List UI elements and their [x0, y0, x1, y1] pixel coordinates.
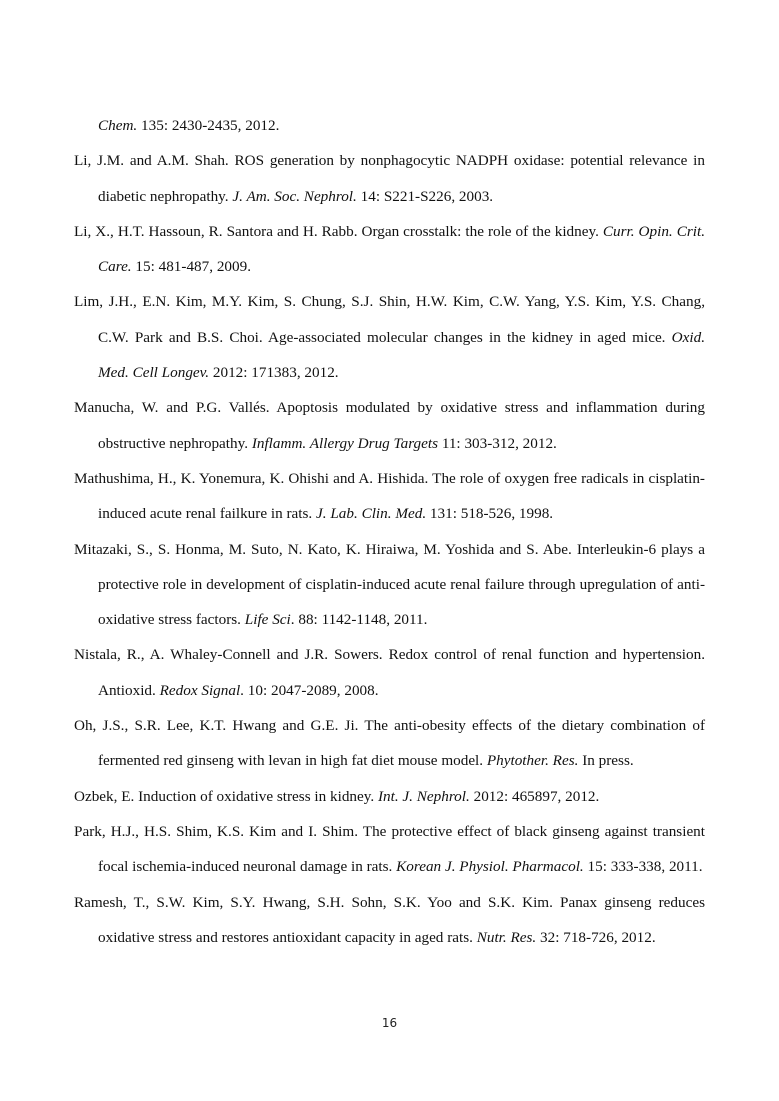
reference-entry — [74, 390, 705, 461]
reference-text: . 88: 1142-1148, 2011. — [290, 611, 428, 629]
reference-text: 11: 303-312, 2012. — [438, 434, 557, 452]
reference-entry — [74, 214, 705, 285]
reference-text: 15: 333-338, 2011. — [583, 858, 703, 876]
reference-text: Park, H.J., H.S. Shim, K.S. Kim and I. Shim. The protective effect of black ginseng against transient focal ischemia-induced neuronal damage in rats. — [74, 822, 705, 876]
reference-text: 131: 518-526, 1998. — [426, 505, 554, 523]
reference-text: Mathushima, H., K. Yonemura, K. Ohishi and A. Hishida. The role of oxygen free radicals in cisplatin-induced acute renal failkure in rats. — [74, 469, 705, 523]
reference-continuation — [74, 108, 705, 143]
reference-text: Oh, J.S., S.R. Lee, K.T. Hwang and G.E. Ji. The anti-obesity effects of the dietary combination of fermented red ginseng with levan in high fat diet mouse model. — [74, 717, 705, 770]
reference-text: 15: 481-487, 2009. — [131, 258, 251, 276]
reference-text: Li, J.M. and A.M. Shah. ROS generation by nonphagocytic NADPH oxidase: potential relevance in diabetic nephropathy. — [74, 152, 705, 205]
reference-text: Li, X., H.T. Hassoun, R. Santora and H. Rabb. Organ crosstalk: the role of the kidney. — [74, 222, 603, 240]
reference-text: 14: S221-S226, 2003. — [356, 187, 494, 205]
journal-name: Curr. Opin. Crit. Care. — [98, 222, 705, 276]
reference-text: Ramesh, T., S.W. Kim, S.Y. Hwang, S.H. Sohn, S.K. Yoo and S.K. Kim. Panax ginseng reduces oxidative stress and restores antioxidant capacity in aged rats. — [74, 893, 705, 946]
reference-text: Mitazaki, S., S. Honma, M. Suto, N. Kato, K. Hiraiwa, M. Yoshida and S. Abe. Interleukin-6 plays a protective role in development of cisplatin-induced acute renal failure through upregulation of anti-oxidative stress factors. — [74, 540, 705, 629]
journal-name: Life Sci — [244, 611, 291, 629]
reference-text: 32: 718-726, 2012. — [536, 928, 656, 946]
reference-entry — [74, 461, 705, 532]
reference-text: 135: 2430-2435, 2012. — [137, 117, 280, 134]
journal-name: Redox Signal — [159, 681, 241, 699]
reference-text: 2012: 465897, 2012. — [469, 787, 600, 805]
journal-name: Korean J. Physiol. Pharmacol. — [396, 858, 584, 876]
reference-text: Nistala, R., A. Whaley-Connell and J.R. Sowers. Redox control of renal function and hypertension. Antioxid. — [74, 646, 705, 699]
reference-list — [74, 108, 705, 955]
reference-entry — [74, 532, 705, 638]
journal-name: Phytother. Res. — [486, 752, 579, 770]
journal-name: Chem. — [98, 117, 138, 134]
reference-text: Ozbek, E. Induction of oxidative stress in kidney. — [74, 787, 378, 805]
journal-name: Inflamm. Allergy Drug Targets — [251, 434, 439, 452]
reference-entry — [74, 143, 705, 214]
journal-name: J. Lab. Clin. Med. — [316, 505, 427, 523]
reference-text: Lim, J.H., E.N. Kim, M.Y. Kim, S. Chung, S.J. Shin, H.W. Kim, C.W. Yang, Y.S. Kim, Y.S. Chang, C.W. Park and B.S. Choi. Age-associated molecular changes in the kidney in aged mice. — [74, 293, 705, 346]
reference-text: Manucha, W. and P.G. Vallés. Apoptosis modulated by oxidative stress and inflammation during obstructive nephropathy. — [74, 399, 705, 452]
reference-entry — [74, 708, 705, 779]
reference-entry — [74, 814, 705, 885]
reference-entry — [74, 284, 705, 390]
journal-name: J. Am. Soc. Nephrol. — [232, 187, 357, 205]
page-number: 16 — [381, 1016, 398, 1030]
reference-text: In press. — [578, 752, 634, 770]
reference-entry — [74, 779, 705, 814]
reference-entry — [74, 885, 705, 956]
reference-text: 2012: 171383, 2012. — [209, 364, 339, 382]
journal-name: Int. J. Nephrol. — [377, 787, 470, 805]
reference-text: . 10: 2047-2089, 2008. — [240, 681, 379, 699]
journal-name: Nutr. Res. — [476, 928, 537, 946]
reference-entry — [74, 637, 705, 708]
journal-name: Oxid. Med. Cell Longev. — [98, 328, 705, 382]
